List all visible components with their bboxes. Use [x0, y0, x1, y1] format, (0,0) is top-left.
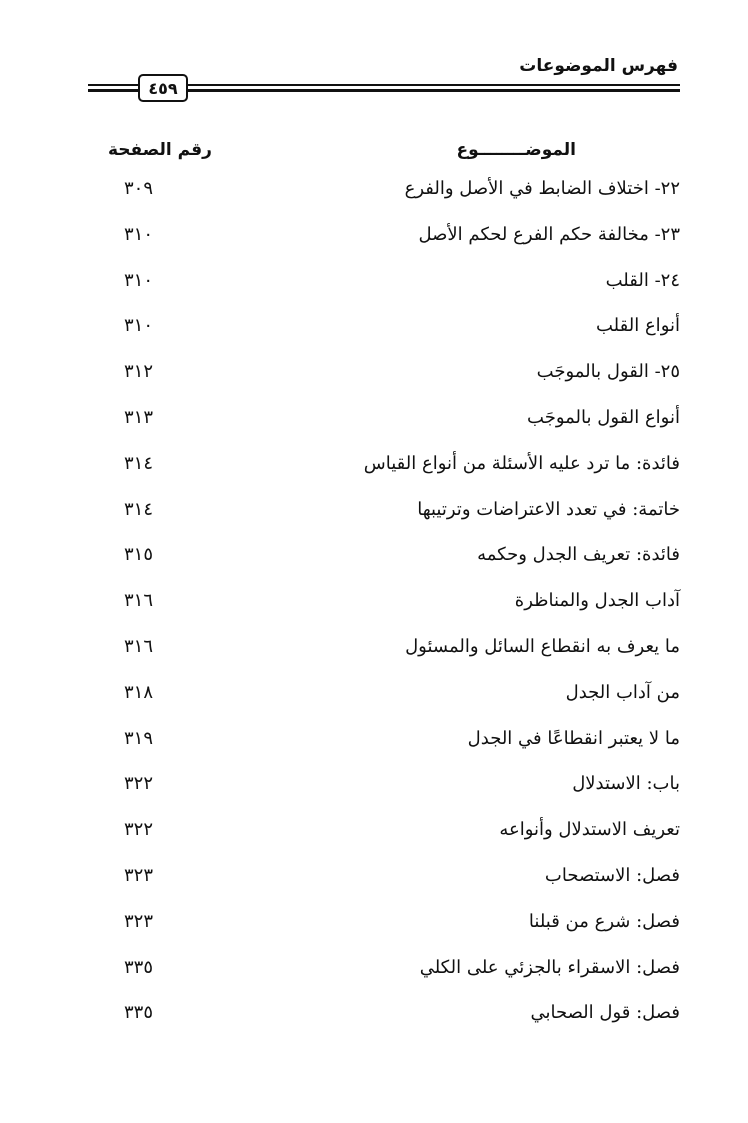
- toc-row: [0, 309, 748, 355]
- toc-entry-page: ٣٢٢: [124, 773, 154, 795]
- toc-row: [0, 447, 748, 493]
- toc-row: [0, 859, 748, 905]
- toc-row: [0, 813, 748, 859]
- toc-entry-title: ٢٥- القول بالموجَب: [536, 361, 680, 383]
- toc-entry-title: آداب الجدل والمناظرة: [514, 590, 680, 612]
- toc-entry-page: ٣١٦: [124, 635, 154, 657]
- toc-row: [0, 722, 748, 768]
- toc-row: [0, 493, 748, 539]
- toc-row: [0, 996, 748, 1042]
- toc-entry-title: تعريف الاستدلال وأنواعه: [499, 819, 680, 841]
- toc-row: [0, 401, 748, 447]
- toc-entry-title: فصل: شرع من قبلنا: [528, 910, 680, 932]
- toc-entry-title: ما لا يعتبر انقطاعًا في الجدل: [467, 727, 680, 749]
- column-header-page: رقم الصفحة: [108, 140, 212, 160]
- toc-row: [0, 905, 748, 951]
- toc-row: [0, 538, 748, 584]
- running-header-title: فهرس الموضوعات: [519, 56, 678, 76]
- toc-row: [0, 355, 748, 401]
- toc-entry-title: ٢٣- مخالفة حكم الفرع لحكم الأصل: [418, 223, 680, 245]
- toc-entry-title: ٢٤- القلب: [605, 269, 680, 291]
- toc-entry-title: فائدة: ما ترد عليه الأسئلة من أنواع القياس: [363, 452, 680, 474]
- toc-row: [0, 264, 748, 310]
- toc-entry-page: ٣٢٣: [124, 910, 154, 932]
- toc-entry-page: ٣١٤: [124, 498, 154, 520]
- column-header-topic: الموضــــــــوع: [456, 140, 576, 160]
- toc-entry-page: ٣١٠: [124, 315, 154, 337]
- toc-entry-title: فصل: قول الصحابي: [530, 1002, 680, 1024]
- toc-entry-page: ٣١٠: [124, 223, 154, 245]
- toc-entry-title: فصل: الاسقراء بالجزئي على الكلي: [419, 956, 680, 978]
- toc-entry-page: ٣١٣: [124, 406, 154, 428]
- toc-row: [0, 172, 748, 218]
- toc-row: [0, 630, 748, 676]
- toc-entry-page: ٣٠٩: [124, 178, 154, 199]
- toc-row: [0, 767, 748, 813]
- toc-entry-title: خاتمة: في تعدد الاعتراضات وترتيبها: [417, 498, 680, 520]
- toc-row: [0, 951, 748, 997]
- toc-entry-page: ٣٢٣: [124, 864, 154, 886]
- toc-entry-page: ٣٢٢: [124, 819, 154, 841]
- toc-entry-page: ٣١٠: [124, 269, 154, 291]
- toc-entry-page: ٣١٦: [124, 590, 154, 612]
- toc-entry-page: ٣٣٥: [124, 1002, 154, 1024]
- toc-entry-title: من آداب الجدل: [565, 681, 680, 703]
- toc-entry-page: ٣١٤: [124, 452, 154, 474]
- toc-entry-title: فصل: الاستصحاب: [544, 864, 680, 886]
- toc-entry-title: باب: الاستدلال: [572, 773, 680, 795]
- page-number-badge: ٤٥٩: [138, 74, 188, 102]
- toc-entry-title: ما يعرف به انقطاع السائل والمسئول: [405, 635, 680, 657]
- toc-row: [0, 584, 748, 630]
- toc-entry-title: أنواع القلب: [596, 315, 680, 337]
- toc-entry-title: أنواع القول بالموجَب: [527, 406, 680, 428]
- toc-entry-page: ٣١٢: [124, 361, 154, 383]
- toc-row: [0, 218, 748, 264]
- toc-entry-page: ٣١٨: [124, 681, 154, 703]
- toc-entry-page: ٣١٥: [124, 544, 154, 566]
- toc-entries: [0, 172, 748, 1042]
- toc-entry-page: ٣١٩: [124, 727, 154, 749]
- toc-entry-title: فائدة: تعريف الجدل وحكمه: [477, 544, 680, 566]
- toc-row: [0, 676, 748, 722]
- toc-entry-page: ٣٣٥: [124, 956, 154, 978]
- toc-entry-title: ٢٢- اختلاف الضابط في الأصل والفرع: [404, 178, 680, 199]
